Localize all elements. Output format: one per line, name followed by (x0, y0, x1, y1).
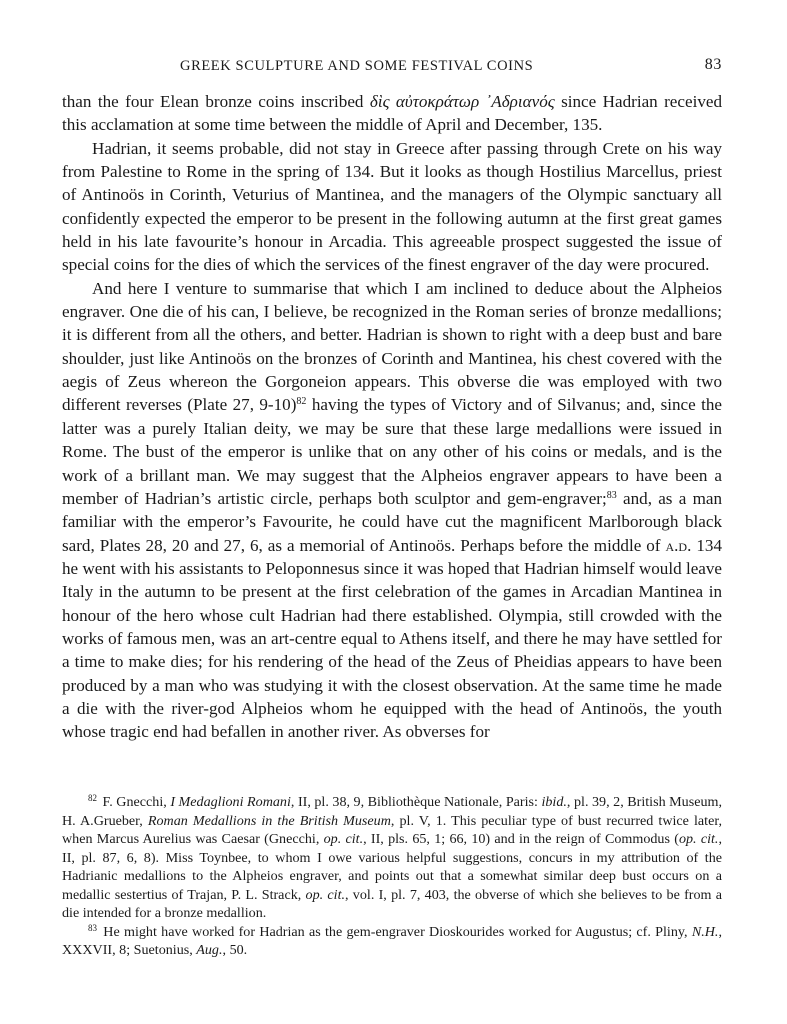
footnote-number: 82 (88, 793, 97, 803)
greek-inscription: δὶς αὐτοκράτωρ ᾿Αδριανός (369, 92, 555, 111)
paragraph: Hadrian, it seems probable, did not stay in Greece after passing through Crete on his way from Palestine to Rome in the spring of 134. But it looks as though Hostilius Marcellus, priest of Antinoös in Corinth, Veturius of Mantinea, and the managers of the Olympic sanctuary all confidently expected the emperor to be present in the following autumn at the first great games held in his late favourite’s honour in Arcadia. This agreeable prospect suggested the issue of special coins for the dies of which the services of the finest engraver of the day were procured. (62, 138, 722, 275)
footnote-ref-83: 83 (606, 489, 617, 501)
footnote-italic: op. cit. (323, 831, 364, 848)
footnote-text: , II, pl. 38, 9, Bibliothèque Nationale, Paris: (290, 794, 542, 810)
paragraph-text: since Hadrian received this acclamation at some time between the middle of April and December, 135. (62, 92, 722, 135)
footnote-text: , pl. V, 1. This peculiar type of bust recurred twice later, when Marcus Aurelius was Caesar (Gnecchi, (62, 812, 722, 848)
footnote-italic: Aug. (196, 942, 223, 959)
footnote-83 (62, 923, 722, 960)
footnote-text: , II, pl. 87, 6, 8). Miss Toynbee, to whom I owe various helpful suggestions, concurs in my attribution of the Hadrianic medallions to the Alpheios engraver, and points out that a somewhat similar deep bust occurs on a medallic sestertius of Trajan, P. L. Strack, (62, 831, 722, 903)
footnote-text: , 50. (222, 942, 248, 959)
footnote-82 (62, 793, 722, 923)
era-abbreviation: a.d. (665, 535, 692, 555)
main-text (62, 90, 722, 744)
footnote-italic: op. cit. (305, 886, 346, 903)
footnote-italic: N.H. (691, 923, 719, 940)
running-header (62, 56, 722, 80)
page-number: 83 (704, 56, 722, 73)
footnote-text: , XXXVII, 8; Suetonius, (62, 923, 722, 959)
footnote-text: , vol. I, pl. 7, 403, the obverse of which she believes to be from a die intended for a bronze medallion. (62, 886, 722, 922)
footnote-text: He might have worked for Hadrian as the gem-engraver Dioskourides worked for Augustus; cf. Pliny, (99, 923, 692, 940)
footnote-ref-82: 82 (296, 396, 307, 408)
paragraph-text: and, as a man familiar with the emperor’s Favourite, he could have cut the magnificent Marlborough black sard, Plates 28, 20 and 27, 6, as a memorial of Antinoös. Perhaps before the middle of (62, 488, 723, 555)
footnote-italic: Roman Medallions in the British Museum (147, 812, 391, 829)
footnote-italic: op. cit. (678, 831, 719, 848)
footnote-italic: I Medaglioni Romani (170, 794, 291, 810)
running-title: GREEK SCULPTURE AND SOME FESTIVAL COINS (180, 58, 534, 74)
paragraph-text: having the types of Victory and of Silvanus; and, since the latter was a purely Italian deity, we may be sure that these large medallions were issued in Rome. The bust of the emperor is unlike that on any other of his coins or medals, and is the work of a brillant man. We may suggest that the Alpheios engraver appears to have been a member of Hadrian’s artistic circle, perhaps both sculptor and gem-engraver; (62, 395, 722, 508)
footnote-text: F. Gnecchi, (99, 794, 171, 810)
paragraph-text: And here I venture to summarise that which I am inclined to deduce about the Alpheios engraver. One die of his can, I believe, be recognized in the Roman series of bronze medallions; it is different from all the others, and better. Hadrian is shown to right with a deep bust and bare shoulder, just like Antinoös on the bronzes of Corinth and Mantinea, his chest covered with the aegis of Zeus whereon the Gorgoneion appears. This obverse die was employed with two different reverses (Plate 27, 9-10) (62, 278, 722, 415)
paragraph-text: 134 he went with his assistants to Peloponnesus since it was hoped that Hadrian himself would leave Italy in the autumn to be present at the first celebration of the games in Arcadian Mantinea in honour of the hero whose cult Hadrian had there established. Olympia, still crowded with the works of famous men, was an art-centre equal to Athens itself, and there he may have settled for a time to make dies; for his rendering of the head of the Zeus of Pheidias appears to have been produced by a man who was studying it with the closest observation. At the same time he made a die with the river-god Alpheios whom he equipped with the head of Antinoös, the youth whose tragic end had befallen in another river. As obverses for (62, 535, 722, 742)
footnotes (62, 793, 722, 960)
footnote-text: , pl. 39, 2, British Museum, H. A.Grueber, (62, 794, 722, 829)
footnote-italic: ibid. (541, 794, 567, 810)
paragraph (62, 277, 722, 744)
paragraph-continued (62, 90, 722, 137)
footnote-number: 83 (88, 922, 97, 933)
paragraph-text: than the four Elean bronze coins inscribed (62, 92, 370, 111)
footnote-text: , II, pls. 65, 1; 66, 10) and in the reign of Commodus ( (363, 831, 679, 848)
